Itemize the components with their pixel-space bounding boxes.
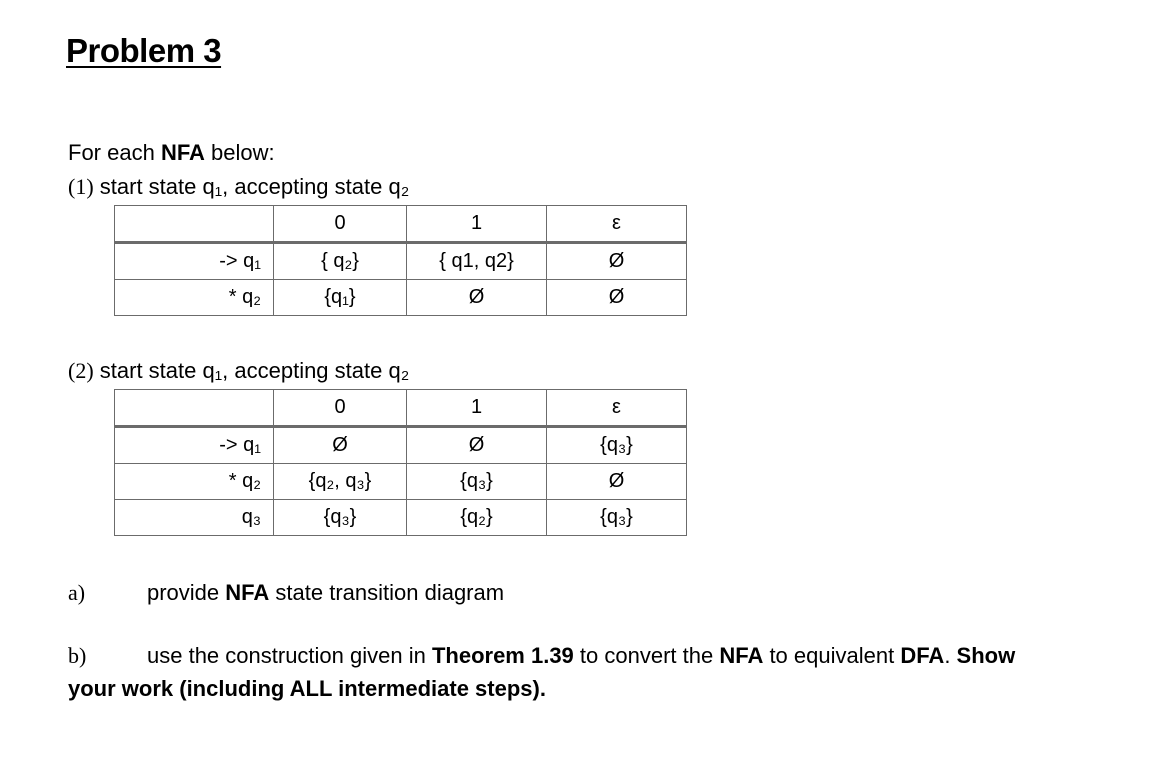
transition-cell: {q₃} — [274, 500, 407, 536]
question-a-pre: provide — [147, 580, 226, 605]
question-a — [68, 580, 85, 606]
question-b-mid2: to equivalent — [763, 643, 901, 668]
header-cell — [115, 390, 274, 427]
nfa2-caption — [68, 358, 409, 384]
question-b-pre: use the construction given in — [147, 643, 432, 668]
transition-cell: {q₃} — [547, 427, 687, 464]
table-row — [115, 243, 687, 280]
question-b-label: b) — [68, 643, 87, 668]
transition-cell: {q₃} — [407, 464, 547, 500]
question-b-line1 — [147, 643, 1015, 669]
header-cell: 1 — [407, 206, 547, 243]
transition-cell: {q₃} — [547, 500, 687, 536]
table-row — [115, 500, 687, 536]
table-header-row — [115, 206, 687, 243]
question-b-show: Show — [956, 643, 1016, 668]
transition-cell: {q₁} — [274, 280, 407, 316]
state-cell: * q₂ — [115, 464, 274, 500]
question-b-work: your work (including ALL intermediate steps). — [68, 676, 546, 701]
transition-cell: {q₂, q₃} — [274, 464, 407, 500]
question-b-mid3: . — [944, 643, 957, 668]
transition-cell: Ø — [547, 464, 687, 500]
question-a-post: state transition diagram — [269, 580, 505, 605]
table-header-row — [115, 390, 687, 427]
intro-suffix: below: — [204, 140, 275, 165]
question-b-line2 — [68, 676, 546, 702]
header-cell — [115, 206, 274, 243]
transition-cell: Ø — [547, 243, 687, 280]
transition-cell: { q₂} — [274, 243, 407, 280]
nfa1-caption — [68, 174, 409, 200]
question-b-nfa: NFA — [719, 643, 764, 668]
state-cell: q₃ — [115, 500, 274, 536]
intro-bold: NFA — [160, 140, 205, 165]
nfa2-caption-text: start state q₁, accepting state q₂ — [99, 358, 410, 383]
header-cell: ε — [547, 206, 687, 243]
nfa2-transition-table — [114, 389, 687, 536]
header-cell: 1 — [407, 390, 547, 427]
question-b-mid: to convert the — [573, 643, 720, 668]
table-row — [115, 427, 687, 464]
nfa2-number: (2) — [68, 358, 94, 383]
transition-cell: Ø — [274, 427, 407, 464]
question-b — [68, 643, 86, 669]
header-cell: 0 — [274, 390, 407, 427]
header-cell: ε — [547, 390, 687, 427]
nfa1-caption-text: start state q₁, accepting state q₂ — [99, 174, 410, 199]
question-b-theorem: Theorem 1.39 — [431, 643, 574, 668]
table-row — [115, 464, 687, 500]
intro-prefix: For each — [68, 140, 161, 165]
question-a-label: a) — [68, 580, 86, 605]
nfa1-number: (1) — [68, 174, 94, 199]
transition-cell: { q1, q2} — [407, 243, 547, 280]
question-b-dfa: DFA — [900, 643, 945, 668]
question-a-bold: NFA — [225, 580, 270, 605]
intro-text — [68, 140, 275, 166]
nfa1-transition-table — [114, 205, 687, 316]
transition-cell: Ø — [407, 280, 547, 316]
question-a-text — [147, 580, 504, 606]
state-cell: * q₂ — [115, 280, 274, 316]
transition-cell: Ø — [547, 280, 687, 316]
page-title: Problem 3 — [66, 32, 222, 69]
header-cell: 0 — [274, 206, 407, 243]
transition-cell: {q₂} — [407, 500, 547, 536]
table-row — [115, 280, 687, 316]
state-cell: -> q₁ — [115, 427, 274, 464]
state-cell: -> q₁ — [115, 243, 274, 280]
transition-cell: Ø — [407, 427, 547, 464]
